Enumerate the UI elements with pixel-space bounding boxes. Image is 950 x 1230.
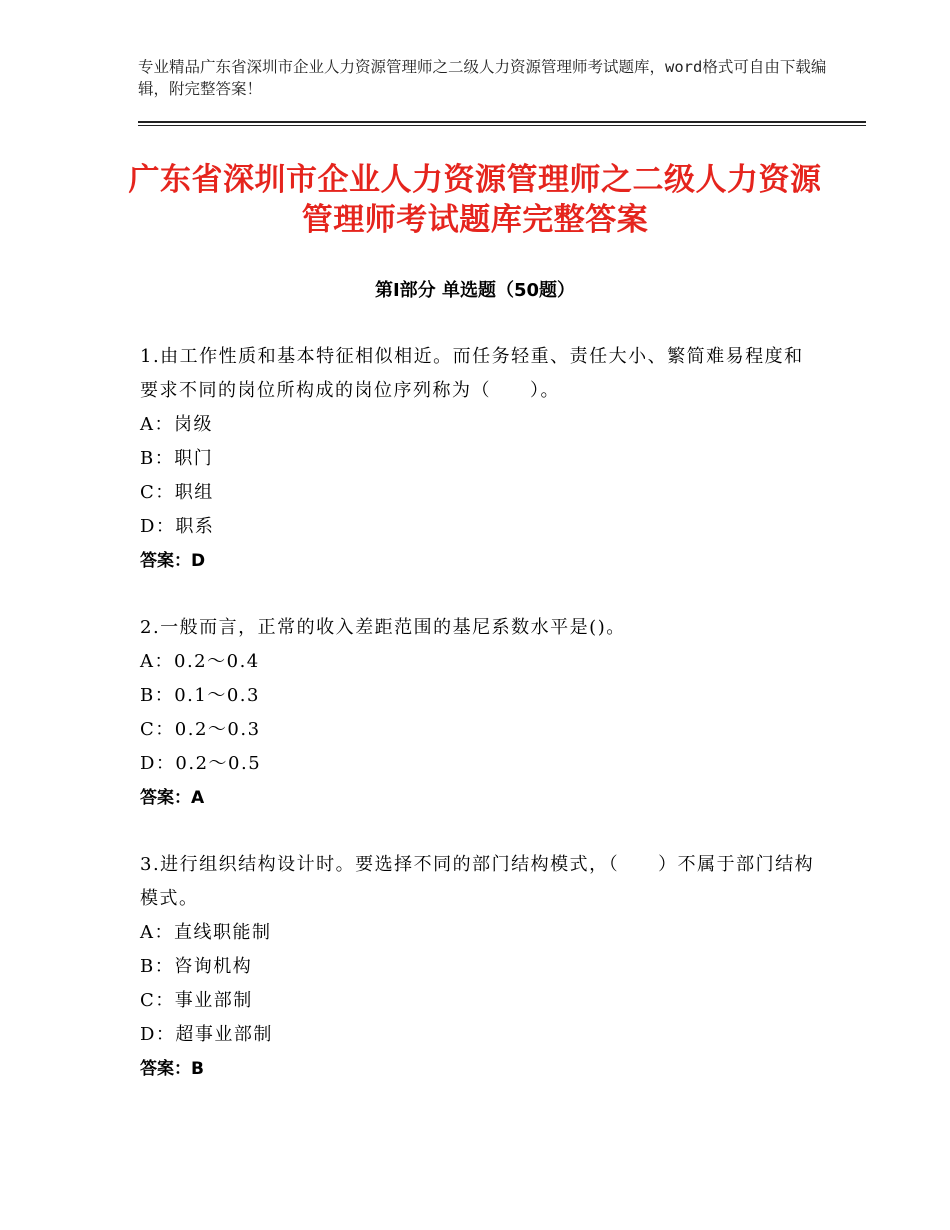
option-d: D：超事业部制 [140,1024,273,1045]
question-3 [140,848,820,1086]
option-a: A：直线职能制 [140,922,272,943]
option-c: C：职组 [140,482,214,503]
option-a: A：岗级 [140,414,213,435]
option-b: B：职门 [140,448,214,469]
answer: 答案：A [140,788,205,808]
answer: 答案：D [140,551,206,571]
option-b: B：咨询机构 [140,956,253,977]
option-c: C：0.2～0.3 [140,719,261,740]
answer: 答案：B [140,1059,204,1079]
question-text: 3.进行组织结构设计时。要选择不同的部门结构模式，（ ）不属于部门结构模式。 [140,854,815,909]
question-text: 2.一般而言，正常的收入差距范围的基尼系数水平是()。 [140,617,626,638]
option-d: D：职系 [140,516,215,537]
option-a: A：0.2～0.4 [140,651,260,672]
header-rule-thin [138,125,866,126]
header-note: 专业精品广东省深圳市企业人力资源管理师之二级人力资源管理师考试题库，word格式可自由下载编辑，附完整答案！ [138,58,827,98]
option-c: C：事业部制 [140,990,253,1011]
header-rule-thick [138,121,866,123]
section-title: 第Ⅰ部分 单选题（50题） [374,280,575,301]
question-list [140,340,820,1119]
document-title: 广东省深圳市企业人力资源管理师之二级人力资源管理师考试题库完整答案 [128,162,822,238]
question-1 [140,340,820,578]
option-d: D：0.2～0.5 [140,753,262,774]
option-b: B：0.1～0.3 [140,685,260,706]
question-text: 1.由工作性质和基本特征相似相近。而任务轻重、责任大小、繁简难易程度和要求不同的岗位所构成的岗位序列称为（ ）。 [140,346,804,401]
question-2 [140,611,820,815]
